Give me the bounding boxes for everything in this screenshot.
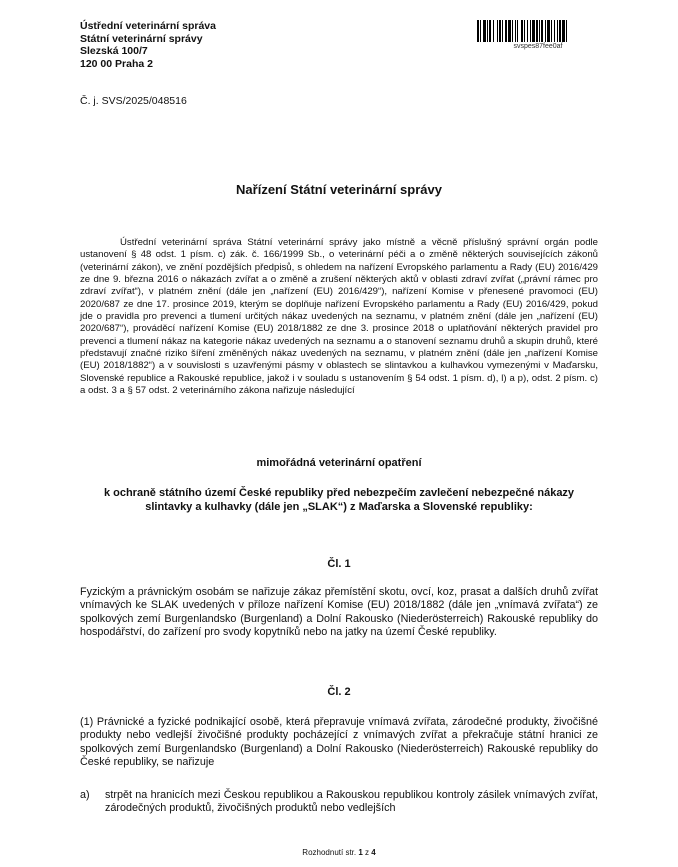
item-a-text: strpět na hranicích mezi Českou republikou a Rakouskou republikou kontroly zásilek vnímavých zvířat, zárodečných produktů, živočišných produktů nebo vedlejších [105,789,598,815]
barcode-bar [551,20,552,42]
intro-paragraph: Ústřední veterinární správa Státní veterinární správy jako místně a věcně příslušný správní orgán podle ustanovení § 48 odst. 1 písm. c) zák. č. 166/1999 Sb., o veterinární péči a o změně některých souvisejících zákonů (veterinární zákon), ve znění pozdějších předpisů, s ohledem na nařízení Evropského parlamentu a Rady (EU) 2016/429 ze dne 9. března 2016 o nákazách zvířat a o změně a zrušení některých aktů v oblasti zdraví zvířat („právní rámec pro zdraví zvířat“), v platném znění (dále jen „nařízení (EU) 2016/429“), nařízení Komise v přenesené pravomoci (EU) 2020/687 ze dne 17. prosince 2019, kterým se doplňuje nařízení Evropského parlamentu a Rady (EU) 2016/429, pokud jde o pravidla pro prevenci a tlumení určitých nákaz uvedených na seznamu, v platném znění (dále jen „nařízení (EU) 2020/687“), prováděcí nařízení Komise (EU) 2018/1882 ze dne 3. prosince 2018 o uplatňování některých pravidel pro prevenci a tlumení nákaz na kategorie nákaz uvedených na seznamu a o stanovení seznamu druhů a skupin druhů, které představují značné riziko šíření změněných nákaz uvedených na seznamu, v platném znění (dále jen „nařízení Komise (EU) 2018/1882“) a v souvislosti s uzavřenými pásmy v oblastech se slintavkou a kulhavkou vymezenými v Maďarsku, Slovenské republice a Rakouské republice, jakož i v souladu s ustanovením § 54 odst. 1 písm. d), l) a p), odst. 2 písm. c) a odst. 3 a § 57 odst. 2 veterinárního zákona nařizuje následující [80,237,598,397]
barcode-bar [532,20,535,42]
barcode-bar [539,20,540,42]
article-2-paragraph-1: (1) Právnické a fyzické podnikající osobě, která přepravuje vnímavá zvířata, zárodečné produkty, živočišné produkty nebo vedlejší živočišné produkty pocházející z vnímavých zvířat a překračuje státní hranici ze spolkových zemí Burgenlandsko (Burgenland) a Dolní Rakousko (Niederösterreich) Rakouské republiky do České republiky, se nařizuje [80,716,598,769]
barcode-bar [527,20,528,42]
barcode-bar [566,20,567,42]
document-title: Nařízení Státní veterinární správy [236,182,442,197]
footer-prefix: Rozhodnutí str. [302,848,359,857]
item-a-letter: a) [80,789,90,801]
barcode-bar [517,20,518,42]
article-1-text: Fyzickým a právnickým osobám se nařizuje zákaz přemístění skotu, ovcí, koz, prasat a dalších druhů zvířat vnímavých ke SLAK uvedených v příloze nařízení Komise (EU) 2018/1882 (dále jen „vnímavá zvířata“) ze spolkových zemí Burgenlandsko (Burgenland) a Dolní Rakousko (Niederösterreich) Rakouské republiky do hospodářství, do zařízení pro svody kopytníků nebo na jatky na území České republiky. [80,586,598,639]
authority-line: Státní veterinární správy [80,32,203,45]
barcode-bar [489,20,491,42]
barcode-bar [487,20,488,42]
barcode-bar [483,20,486,42]
barcode [476,20,600,42]
footer-page: 1 [358,848,363,857]
barcode-bar [497,20,498,42]
page-footer [0,848,678,857]
barcode-bar [530,20,531,42]
footer-middle: z [362,848,372,857]
barcode-bar [541,20,543,42]
barcode-bar [515,20,516,42]
reference-number: Č. j. SVS/2025/048516 [80,95,187,107]
barcode-bar [502,20,503,42]
barcode-bar [508,20,511,42]
barcode-bar [505,20,507,42]
barcode-bar [480,20,481,42]
footer-total: 4 [371,848,376,857]
measures-subtitle: k ochraně státního území České republiky před nebezpečím zavlečení nebezpečné nákazy slintavky a kulhavky (dále jen „SLAK“) z Maďarska a Slovenské republiky: [103,487,575,513]
barcode-bar [545,20,546,42]
barcode-bar [499,20,501,42]
article-1-heading: Čl. 1 [327,558,351,570]
authority-line: Ústřední veterinární správa [80,20,216,32]
barcode-bar [536,20,538,42]
barcode-bar [554,20,555,42]
article-2-heading: Čl. 2 [327,686,351,698]
barcode-bar [521,20,523,42]
authority-line: Slezská 100/7 [80,45,148,57]
measures-heading: mimořádná veterinární opatření [256,457,422,469]
barcode-bar [559,20,561,42]
barcode-bar [557,20,558,42]
barcode-bar [524,20,525,42]
authority-address [80,20,216,70]
barcode-id: svspes87fee0af [513,43,563,50]
barcode-bar [512,20,513,42]
authority-line: 120 00 Praha 2 [80,57,153,70]
barcode-bar [477,20,479,42]
barcode-bar [562,20,565,42]
barcode-bar [493,20,494,42]
barcode-bar [547,20,550,42]
